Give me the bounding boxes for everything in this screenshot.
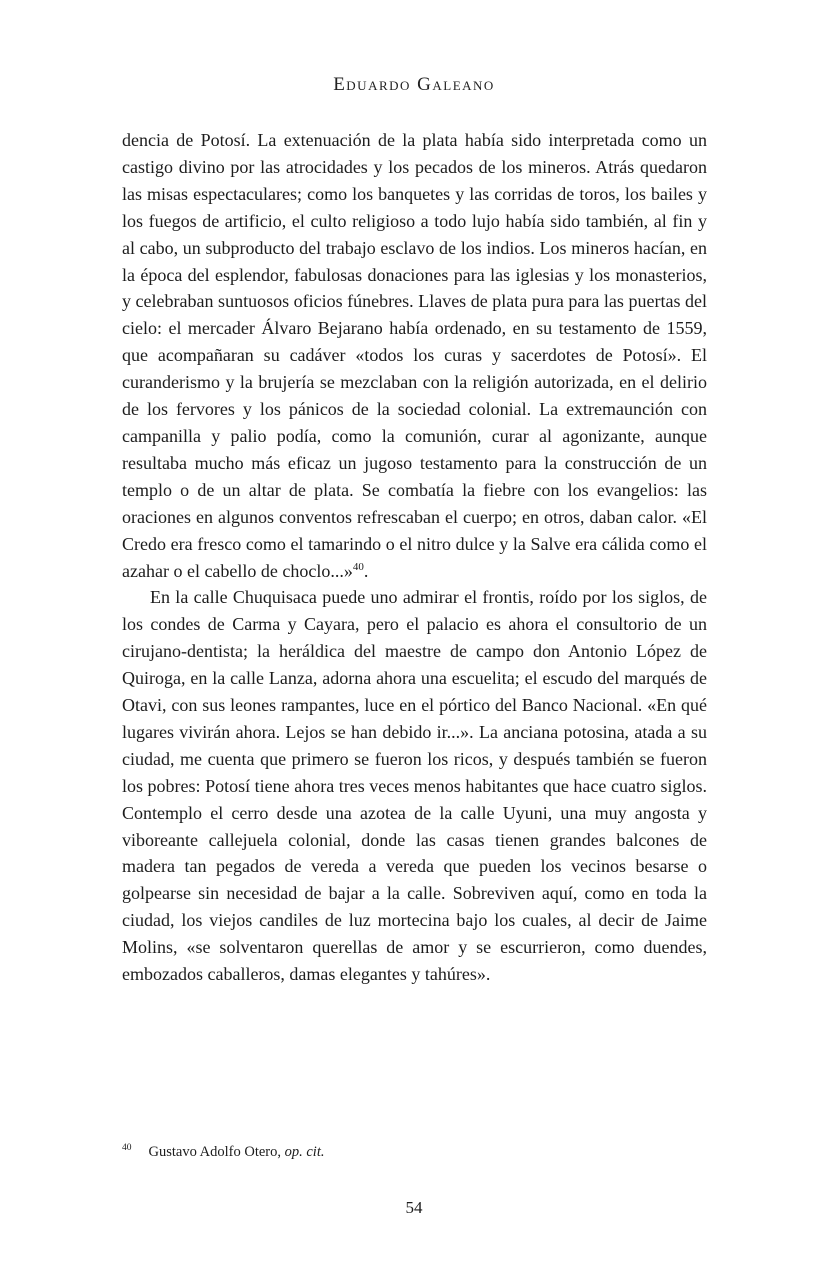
- paragraph-1-text: dencia de Potosí. La extenuación de la plata había sido interpretada como un castigo divino por las atrocidades y los pecados de los mineros. Atrás quedaron las misas espectaculares; como los banquetes y las corridas de toros, los bailes y los fuegos de artificio, el culto religioso a todo lujo había sido también, al fin y al cabo, un subproducto del trabajo esclavo de los indios. Los mineros hacían, en la época del esplendor, fabulosas donaciones para las iglesias y los monasterios, y celebraban suntuosos oficios fúnebres. Llaves de plata pura para las puertas del cielo: el mercader Álvaro Bejarano había ordenado, en su testamento de 1559, que acompañaran su cadáver «todos los curas y sacerdotes de Potosí». El curanderismo y la brujería se mezclaban con la religión autorizada, en el delirio de los fervores y los pánicos de la sociedad colonial. La extremaunción con campanilla y palio podía, como la comunión, curar al agonizante, aunque resultaba mucho más eficaz un jugoso testamento para la construcción de un templo o de un altar de plata. Se combatía la fiebre con los evangelios: las oraciones en algunos conventos refrescaban el cuerpo; en otros, daban calor. «El Credo era fresco como el tamarindo o el nitro dulce y la Salve era cálida como el azahar o el cabello de choclo...»: [122, 130, 707, 581]
- page-body: [122, 127, 707, 988]
- paragraph-1: [122, 127, 707, 584]
- paragraph-2-text: En la calle Chuquisaca puede uno admirar el frontis, roído por los siglos, de los condes de Carma y Cayara, pero el palacio es ahora el consultorio de un cirujano-dentista; la heráldica del maestre de campo don Antonio López de Quiroga, en la calle Lanza, adorna ahora una escuelita; el escudo del marqués de Otavi, con sus leones rampantes, luce en el pórtico del Banco Nacional. «En qué lugares vivirán ahora. Lejos se han debido ir...». La anciana potosina, atada a su ciudad, me cuenta que primero se fueron los ricos, y después también se fueron los pobres: Potosí tiene ahora tres veces menos habitantes que hace cuatro siglos. Contemplo el cerro desde una azotea de la calle Uyuni, una muy angosta y viboreante callejuela colonial, donde las casas tienen grandes balcones de madera tan pegados de vereda a vereda que pueden los vecinos besarse o golpearse sin necesidad de bajar a la calle. Sobreviven aquí, como en toda la ciudad, los viejos candiles de luz mortecina bajo los cuales, al decir de Jaime Molins, «se solventaron querellas de amor y se escurrieron, como duendes, embozados caballeros, damas elegantes y tahúres».: [122, 587, 707, 985]
- footnote-marker: 40: [122, 1143, 132, 1154]
- footnote-citation: op. cit.: [284, 1144, 325, 1160]
- running-header: Eduardo Galeano: [333, 74, 495, 95]
- footnote-text: Gustavo Adolfo Otero,: [148, 1144, 285, 1160]
- paragraph-2: [122, 584, 707, 988]
- paragraph-1-end: .: [363, 560, 369, 581]
- page-number: 54: [405, 1198, 423, 1217]
- footnote-reference: 40: [352, 560, 364, 573]
- footnote: [122, 1142, 707, 1162]
